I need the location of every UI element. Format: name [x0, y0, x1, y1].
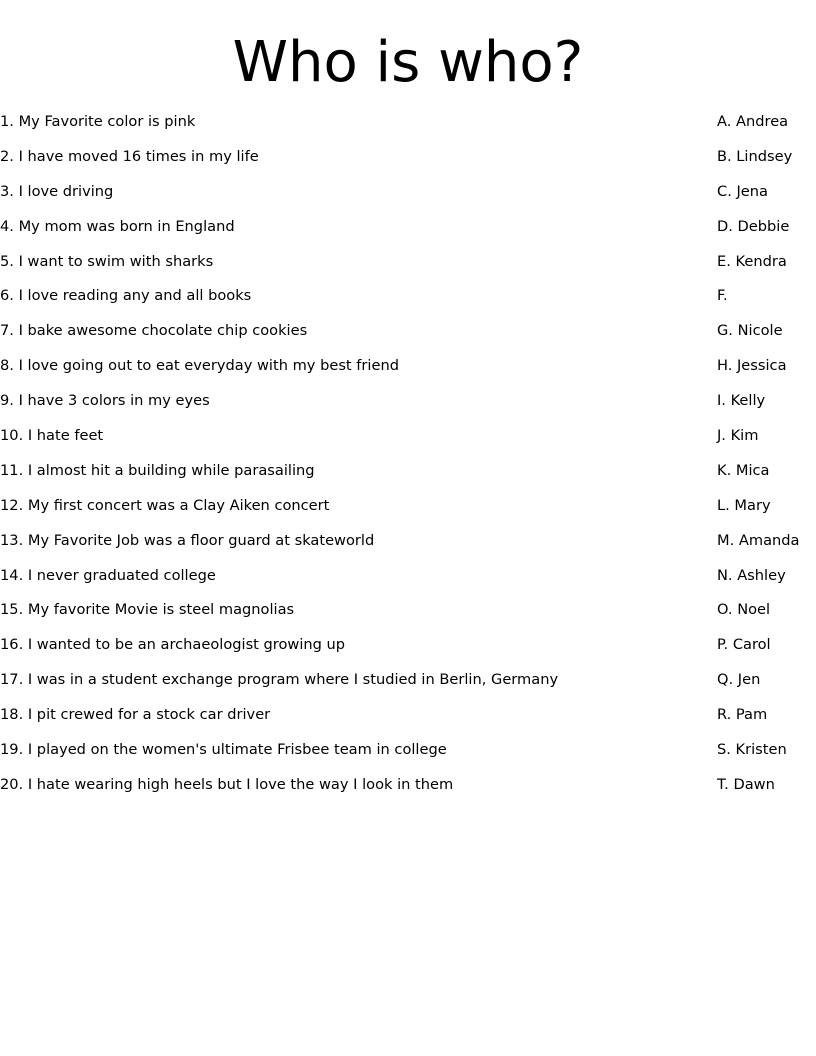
clue-item	[0, 738, 680, 773]
answer-item	[717, 703, 816, 738]
answer-letter: C.	[717, 182, 732, 200]
clue-number: 9.	[0, 392, 14, 410]
clue-number: 5.	[0, 252, 14, 270]
answer-name: Ashley	[737, 566, 786, 584]
answer-item	[717, 529, 816, 564]
clue-item	[0, 110, 680, 145]
answer-item	[717, 354, 816, 389]
answer-name: Kendra	[735, 252, 787, 270]
answer-letter: Q.	[717, 671, 734, 689]
answer-name: Pam	[735, 706, 768, 724]
clue-text: I almost hit a building while parasailing	[27, 461, 315, 479]
clue-item	[0, 564, 680, 599]
answer-letter: N.	[717, 566, 733, 584]
clue-text: I pit crewed for a stock car driver	[27, 706, 271, 724]
clue-number: 19.	[0, 741, 24, 759]
clue-text: I love reading any and all books	[18, 287, 252, 305]
answer-letter: B.	[717, 147, 732, 165]
answer-name: Kelly	[730, 392, 766, 410]
answer-letter: G.	[717, 322, 733, 340]
clue-item	[0, 633, 680, 668]
answer-letter: D.	[717, 217, 733, 235]
answer-item	[717, 284, 816, 319]
clue-text: I want to swim with sharks	[18, 252, 214, 270]
answer-letter: K.	[717, 461, 732, 479]
answer-item	[717, 389, 816, 424]
answer-name: Noel	[737, 601, 771, 619]
answer-item	[717, 773, 816, 808]
clue-item	[0, 773, 680, 808]
answer-name: Debbie	[737, 217, 790, 235]
answer-item	[717, 319, 816, 354]
clue-text: I love driving	[18, 182, 114, 200]
clue-item	[0, 529, 680, 564]
clue-text: My mom was born in England	[18, 217, 235, 235]
clue-number: 10.	[0, 427, 24, 445]
clue-item	[0, 354, 680, 389]
answer-name: Nicole	[737, 322, 783, 340]
answer-letter: I.	[717, 392, 726, 410]
answer-name: Lindsey	[736, 147, 793, 165]
answer-letter: J.	[717, 427, 726, 445]
clue-item	[0, 319, 680, 354]
answer-item	[717, 668, 816, 703]
answer-letter: O.	[717, 601, 733, 619]
answer-item	[717, 145, 816, 180]
clue-text: My Favorite Job was a floor guard at skateworld	[27, 531, 375, 549]
clue-text: I hate wearing high heels but I love the way I look in them	[27, 775, 454, 793]
clue-item	[0, 459, 680, 494]
answer-name: Jen	[737, 671, 761, 689]
clue-number: 2.	[0, 147, 14, 165]
answer-letter: P.	[717, 636, 729, 654]
clue-item	[0, 145, 680, 180]
page-title: Who is who?	[232, 30, 584, 95]
answer-letter: R.	[717, 706, 732, 724]
clue-number: 13.	[0, 531, 24, 549]
clue-number: 18.	[0, 706, 24, 724]
answer-name: Jessica	[737, 357, 787, 375]
answer-letter: E.	[717, 252, 731, 270]
answer-letter: L.	[717, 496, 730, 514]
answer-letter: T.	[717, 775, 729, 793]
answer-item	[717, 738, 816, 773]
clue-number: 7.	[0, 322, 14, 340]
clue-text: I have moved 16 times in my life	[18, 147, 259, 165]
answer-item	[717, 459, 816, 494]
answer-name: Kim	[730, 427, 759, 445]
clue-item	[0, 703, 680, 738]
clue-text: I have 3 colors in my eyes	[18, 392, 210, 410]
clue-text: I never graduated college	[27, 566, 216, 584]
answer-item	[717, 633, 816, 668]
clue-item	[0, 180, 680, 215]
answer-name: Jena	[736, 182, 768, 200]
answer-letter: M.	[717, 531, 735, 549]
answer-item	[717, 424, 816, 459]
clue-number: 14.	[0, 566, 24, 584]
clue-number: 12.	[0, 496, 24, 514]
clue-number: 15.	[0, 601, 24, 619]
clue-number: 1.	[0, 113, 14, 130]
clue-item	[0, 284, 680, 319]
answer-item	[717, 564, 816, 599]
clue-number: 4.	[0, 217, 14, 235]
clue-text: I wanted to be an archaeologist growing up	[27, 636, 346, 654]
clue-list	[0, 110, 680, 808]
answer-list	[717, 110, 816, 808]
clue-item	[0, 250, 680, 285]
clue-number: 8.	[0, 357, 14, 375]
answer-item	[717, 250, 816, 285]
answer-item	[717, 598, 816, 633]
clue-text: I played on the women's ultimate Frisbee team in college	[27, 741, 447, 759]
answer-name: Mica	[735, 461, 770, 479]
answer-item	[717, 110, 816, 145]
clue-text: I bake awesome chocolate chip cookies	[18, 322, 308, 340]
clue-item	[0, 215, 680, 250]
answer-letter: F.	[717, 287, 728, 305]
clue-text: My favorite Movie is steel magnolias	[27, 601, 295, 619]
clue-number: 20.	[0, 775, 24, 793]
clue-number: 11.	[0, 461, 24, 479]
clue-number: 17.	[0, 671, 24, 689]
answer-item	[717, 494, 816, 529]
clue-text: I was in a student exchange program where I studied in Berlin, Germany	[27, 671, 559, 689]
answer-name: Carol	[732, 636, 771, 654]
clue-text: I hate feet	[27, 427, 104, 445]
answer-letter: S.	[717, 741, 731, 759]
clue-number: 16.	[0, 636, 24, 654]
clue-text: My first concert was a Clay Aiken concert	[27, 496, 330, 514]
answer-name: Dawn	[733, 775, 775, 793]
clue-item	[0, 389, 680, 424]
clue-item	[0, 668, 680, 703]
clue-item	[0, 598, 680, 633]
clue-item	[0, 494, 680, 529]
clue-text: My Favorite color is pink	[18, 113, 196, 130]
answer-letter: A.	[717, 113, 732, 130]
clue-number: 6.	[0, 287, 14, 305]
answer-name: Andrea	[736, 113, 789, 130]
clue-text: I love going out to eat everyday with my best friend	[18, 357, 399, 375]
answer-item	[717, 215, 816, 250]
answer-name: Kristen	[735, 741, 787, 759]
clue-number: 3.	[0, 182, 14, 200]
answer-name: Mary	[734, 496, 771, 514]
answer-item	[717, 180, 816, 215]
answer-name: Amanda	[738, 531, 800, 549]
clue-item	[0, 424, 680, 459]
answer-letter: H.	[717, 357, 733, 375]
